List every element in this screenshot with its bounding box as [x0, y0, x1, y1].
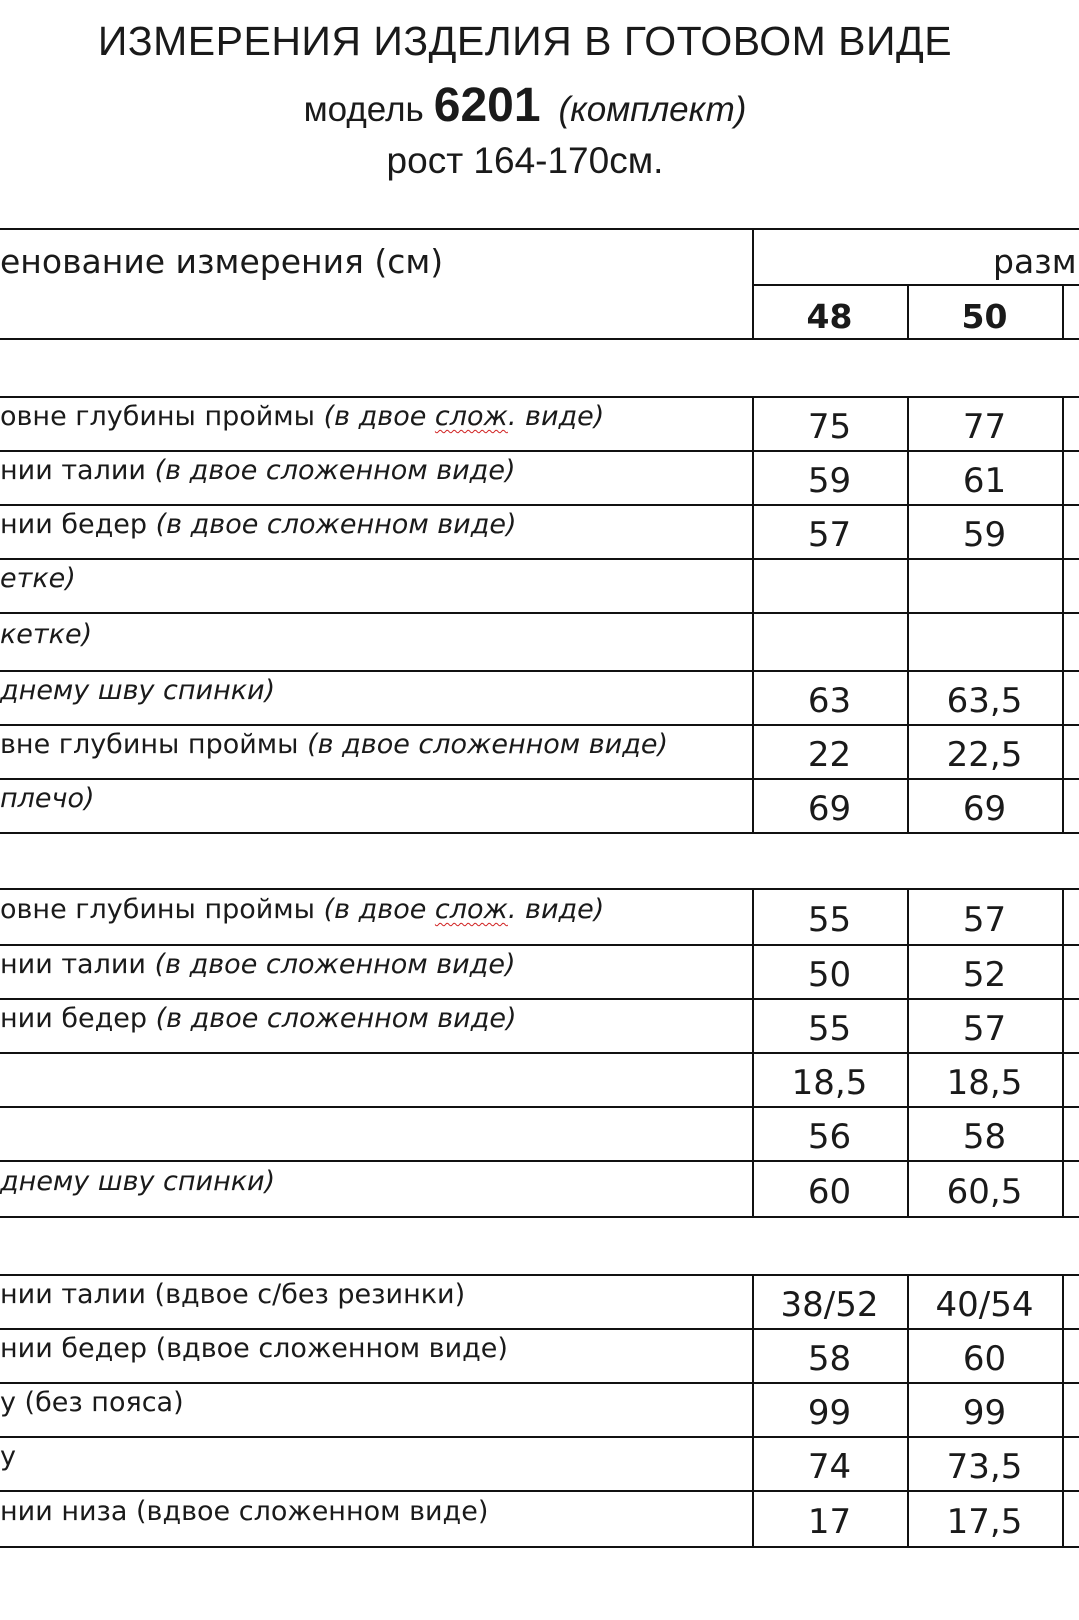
value-size-50: 99: [962, 1393, 1007, 1433]
row-label-text: овне глубины проймы: [0, 894, 315, 925]
row-label: [0, 1053, 750, 1093]
value-size-50: 40/54: [935, 1285, 1034, 1325]
value-size-48: 58: [807, 1339, 852, 1379]
row-label: [0, 451, 750, 491]
value-size-48: 55: [807, 900, 852, 940]
row-label: [0, 397, 750, 437]
row-label: [0, 559, 750, 599]
row-label-text: у: [0, 1441, 16, 1472]
value-size-50: [907, 623, 1062, 667]
row-label: [0, 671, 750, 711]
row-label-note: етке): [0, 563, 76, 594]
value-size-48: 63: [807, 681, 852, 721]
header-size: разм: [993, 242, 1077, 281]
value-size-50: 57: [962, 900, 1007, 940]
value-size-50: 57: [962, 1009, 1007, 1049]
value-size-48: 74: [807, 1447, 852, 1487]
model-prefix: модель: [303, 90, 424, 129]
size-header-48: 48: [806, 297, 853, 336]
value-size-50: 61: [962, 461, 1007, 501]
grid-line: [907, 284, 909, 340]
row-label-text: нии бедер: [0, 509, 148, 540]
row-label-text: нии талии (вдвое с/без резинки): [0, 1279, 466, 1310]
row-label-text: у (без пояса): [0, 1387, 184, 1418]
row-label-note: (в двое сложенном виде): [155, 509, 517, 540]
grid-line: [0, 832, 1079, 834]
row-label-note: (в двое слож. виде): [323, 401, 605, 432]
row-label-text: нии талии: [0, 949, 146, 980]
model-suffix: (комплект): [558, 90, 747, 129]
value-size-50: 77: [962, 407, 1007, 447]
spellcheck-underline: слож: [434, 894, 508, 925]
row-label: [0, 505, 750, 545]
row-label-note: (в двое сложенном виде): [154, 949, 516, 980]
value-size-50: 58: [962, 1117, 1007, 1157]
model-number: 6201: [433, 79, 541, 132]
value-size-48: 55: [807, 1009, 852, 1049]
row-label: [0, 999, 750, 1039]
value-size-50: [907, 567, 1062, 611]
grid-line: [0, 338, 1079, 340]
row-label: [0, 1107, 750, 1147]
value-size-48: 69: [807, 789, 852, 829]
row-label: [0, 1383, 750, 1423]
row-label-note: (в двое сложенном виде): [154, 455, 516, 486]
row-label-text: нии бедер: [0, 1003, 148, 1034]
value-size-50: 63,5: [946, 681, 1023, 721]
value-size-48: 56: [807, 1117, 852, 1157]
value-size-50: 18,5: [946, 1063, 1023, 1103]
grid-line: [1062, 396, 1064, 834]
value-size-48: 59: [807, 461, 852, 501]
value-size-50: 22,5: [946, 735, 1023, 775]
row-label: [0, 945, 750, 985]
row-label: [0, 890, 750, 930]
row-label-note: днему шву спинки): [0, 675, 276, 706]
value-size-50: 17,5: [946, 1502, 1023, 1542]
value-size-50: 60,5: [946, 1172, 1023, 1212]
value-size-50: 59: [962, 515, 1007, 555]
grid-line: [1062, 1274, 1064, 1548]
value-size-48: 57: [807, 515, 852, 555]
value-size-48: 60: [807, 1172, 852, 1212]
row-label-note: (в двое сложенном виде): [155, 1003, 517, 1034]
row-label-text: вне глубины проймы: [0, 729, 299, 760]
grid-line: [1062, 888, 1064, 1218]
value-size-50: 73,5: [946, 1447, 1023, 1487]
value-size-48: 18,5: [791, 1063, 868, 1103]
grid-line: [1062, 284, 1064, 340]
title-line-3: рост 164-170см.: [386, 140, 664, 181]
value-size-50: 69: [962, 789, 1007, 829]
row-label-text: нии талии: [0, 455, 146, 486]
value-size-48: [752, 567, 907, 611]
value-size-48: 38/52: [780, 1285, 879, 1325]
row-label-note: (в двое сложенном виде): [307, 729, 669, 760]
row-label: [0, 615, 750, 655]
value-size-48: 75: [807, 407, 852, 447]
grid-line: [752, 228, 754, 340]
row-label: [0, 1162, 750, 1202]
row-label-text: нии бедер (вдвое сложенном виде): [0, 1333, 508, 1364]
value-size-48: 50: [807, 955, 852, 995]
value-size-48: 17: [807, 1502, 852, 1542]
spellcheck-underline: слож: [434, 401, 508, 432]
row-label-text: овне глубины проймы: [0, 401, 315, 432]
row-label-note: кетке): [0, 619, 93, 650]
grid-line: [752, 284, 1079, 286]
title-line-1: ИЗМЕРЕНИЯ ИЗДЕЛИЯ В ГОТОВОМ ВИДЕ: [97, 18, 953, 64]
grid-line: [0, 1216, 1079, 1218]
value-size-50: 60: [962, 1339, 1007, 1379]
row-label: [0, 779, 750, 819]
row-label: [0, 1329, 750, 1369]
row-label-note: (в двое слож. виде): [323, 894, 605, 925]
grid-line: [0, 1546, 1079, 1548]
row-label-note: плечо): [0, 783, 95, 814]
row-label: [0, 1437, 750, 1477]
row-label: [0, 1492, 750, 1532]
row-label: [0, 725, 750, 765]
size-header-50: 50: [961, 297, 1008, 336]
grid-line: [0, 228, 1079, 230]
grid-line: [0, 612, 1079, 614]
value-size-50: 52: [962, 955, 1007, 995]
row-label-text: нии низа (вдвое сложенном виде): [0, 1496, 489, 1527]
row-label: [0, 1275, 750, 1315]
header-measurement-name: енование измерения (см): [0, 242, 444, 281]
value-size-48: 22: [807, 735, 852, 775]
value-size-48: 99: [807, 1393, 852, 1433]
value-size-48: [752, 623, 907, 667]
row-label-note: днему шву спинки): [0, 1166, 276, 1197]
